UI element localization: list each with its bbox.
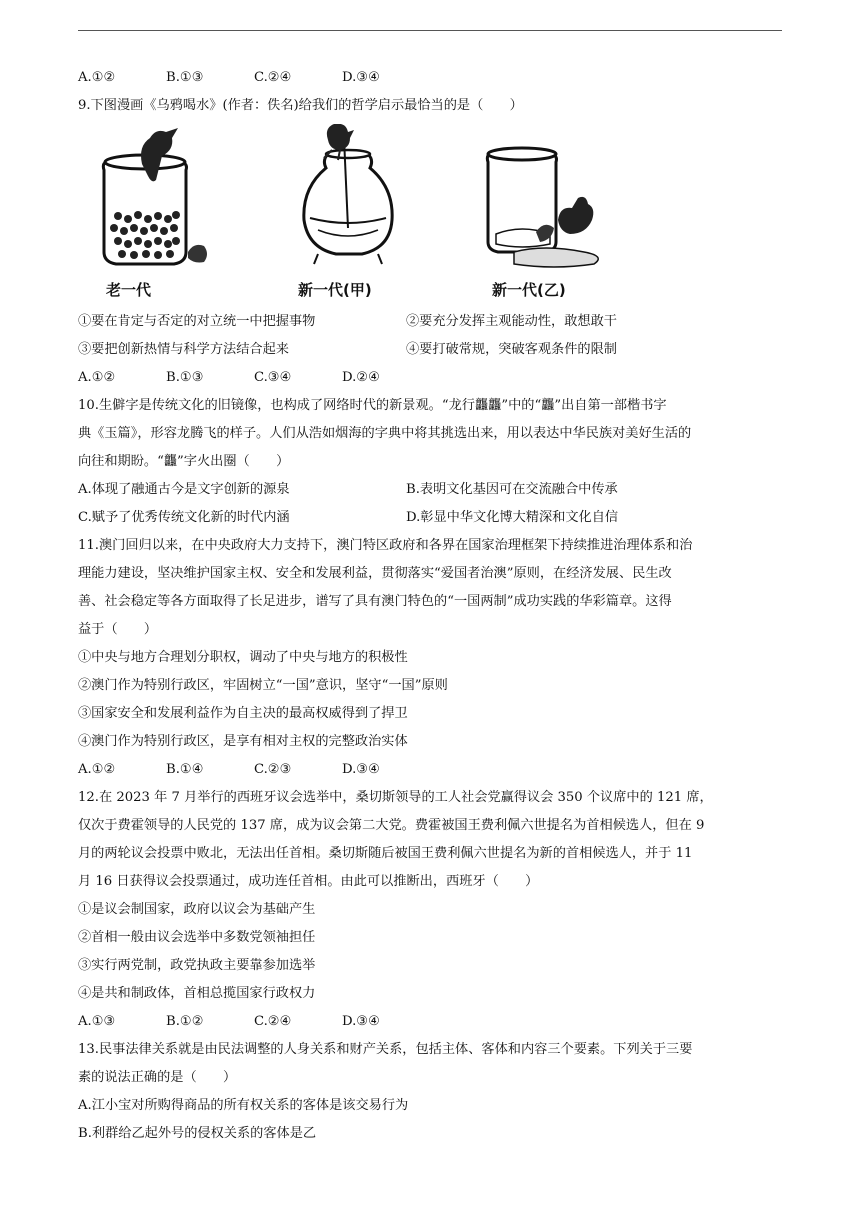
q11-option-c: C.②③ xyxy=(254,762,292,777)
q11-statement-3: ③国家安全和发展利益作为自主决的最高权威得到了捍卫 xyxy=(78,706,408,721)
caption-new-generation-a: 新一代(甲) xyxy=(298,281,372,299)
q9-statement-1: ①要在肯定与否定的对立统一中把握事物 xyxy=(78,314,316,329)
q13-stem-line-1: 13.民事法律关系就是由民法调整的人身关系和财产关系，包括主体、客体和内容三个要素。下列关于三要 xyxy=(78,1042,693,1057)
q8-options xyxy=(78,64,784,92)
q11-stem-line-3: 善、社会稳定等各方面取得了长足进步，谱写了具有澳门特色的“一国两制”成功实践的华彩篇章。这得 xyxy=(78,594,672,609)
q10-stem-line-3: 向往和期盼。“龘”字火出圈（ ） xyxy=(78,454,290,469)
q9-statements-row-1 xyxy=(78,308,784,336)
q12-options xyxy=(78,1008,784,1036)
q12-option-b: B.①② xyxy=(166,1014,204,1029)
q11-option-a: A.①② xyxy=(78,762,116,777)
q8-option-d: D.③④ xyxy=(342,70,380,85)
q9-option-b: B.①③ xyxy=(166,370,204,385)
cartoon-panel-old xyxy=(82,124,212,274)
q10-options-row-1 xyxy=(78,476,784,504)
q12-statement-2: ②首相一般由议会选举中多数党领袖担任 xyxy=(78,930,316,945)
q11-statement-4: ④澳门作为特别行政区，是享有相对主权的完整政治实体 xyxy=(78,734,408,749)
q9-statement-2: ②要充分发挥主观能动性，敢想敢干 xyxy=(406,314,617,329)
q9-statement-4: ④要打破常规，突破客观条件的限制 xyxy=(406,342,617,357)
q9-stem: 9.下图漫画《乌鸦喝水》(作者：佚名)给我们的哲学启示最恰当的是（ ） xyxy=(78,98,523,113)
q10-options-row-2 xyxy=(78,504,784,532)
q11-option-b: B.①④ xyxy=(166,762,204,777)
q13-option-a: A.江小宝对所购得商品的所有权关系的客体是该交易行为 xyxy=(78,1098,409,1113)
q10-option-b: B.表明文化基因可在交流融合中传承 xyxy=(406,482,618,497)
q13-option-b: B.利群给乙起外号的侵权关系的客体是乙 xyxy=(78,1126,317,1141)
q9-option-a: A.①② xyxy=(78,370,116,385)
q8-option-b: B.①③ xyxy=(166,70,204,85)
q12-option-d: D.③④ xyxy=(342,1014,380,1029)
q10-option-c: C.赋予了优秀传统文化新的时代内涵 xyxy=(78,510,290,525)
q9-option-d: D.②④ xyxy=(342,370,380,385)
q10-option-a: A.体现了融通古今是文字创新的源泉 xyxy=(78,482,290,497)
q11-stem-line-1: 11.澳门回归以来，在中央政府大力支持下，澳门特区政府和各界在国家治理框架下持续推进治理体系和治 xyxy=(78,538,693,553)
caption-old-generation: 老一代 xyxy=(106,281,152,299)
q13-stem-line-2: 素的说法正确的是（ ） xyxy=(78,1070,237,1085)
caption-new-generation-b: 新一代(乙) xyxy=(492,281,566,299)
q12-stem-line-3: 月的两轮议会投票中败北，无法出任首相。桑切斯随后被国王费利佩六世提名为新的首相候选人，并于 11 xyxy=(78,846,693,861)
q12-stem-line-4: 月 16 日获得议会投票通过，成功连任首相。由此可以推断出，西班牙（ ） xyxy=(78,874,539,889)
q11-stem-line-4: 益于（ ） xyxy=(78,622,158,637)
q11-stem-line-2: 理能力建设，坚决维护国家主权、安全和发展利益，贯彻落实“爱国者治澳”原则，在经济发展、民生改 xyxy=(78,566,672,581)
q11-statement-2: ②澳门作为特别行政区，牢固树立“一国”意识，坚守“一国”原则 xyxy=(78,678,448,693)
q12-statement-4: ④是共和制政体，首相总揽国家行政权力 xyxy=(78,986,316,1001)
q11-option-d: D.③④ xyxy=(342,762,380,777)
q8-option-c: C.②④ xyxy=(254,70,292,85)
q9-statements-row-2 xyxy=(78,336,784,364)
q11-options xyxy=(78,756,784,784)
q12-option-c: C.②④ xyxy=(254,1014,292,1029)
cartoon-panel-new-b xyxy=(474,124,614,274)
q12-statement-1: ①是议会制国家，政府以议会为基础产生 xyxy=(78,902,316,917)
q9-options xyxy=(78,364,784,392)
q9-statement-3: ③要把创新热情与科学方法结合起来 xyxy=(78,342,289,357)
q12-option-a: A.①③ xyxy=(78,1014,116,1029)
q12-statement-3: ③实行两党制，政党执政主要靠参加选举 xyxy=(78,958,316,973)
q10-stem-line-1: 10.生僻字是传统文化的旧镜像，也构成了网络时代的新景观。“龙行龘龘”中的“龘”出自第一部楷书字 xyxy=(78,398,667,413)
header-rule xyxy=(78,30,782,31)
q12-stem-line-1: 12.在 2023 年 7 月举行的西班牙议会选举中，桑切斯领导的工人社会党赢得议会 350 个议席中的 121 席， xyxy=(78,790,713,805)
q10-stem-line-2: 典《玉篇》，形容龙腾飞的样子。人们从浩如烟海的字典中将其挑选出来，用以表达中华民族对美好生活的 xyxy=(78,426,692,441)
q9-option-c: C.③④ xyxy=(254,370,292,385)
q10-option-d: D.彰显中华文化博大精深和文化自信 xyxy=(406,510,619,525)
q11-statement-1: ①中央与地方合理划分职权，调动了中央与地方的积极性 xyxy=(78,650,408,665)
q9-cartoon xyxy=(78,124,784,308)
q8-option-a: A.①② xyxy=(78,70,116,85)
cartoon-panel-new-a xyxy=(288,124,408,274)
exam-page xyxy=(78,64,784,1148)
q12-stem-line-2: 仅次于费霍领导的人民党的 137 席，成为议会第二大党。费霍被国王费利佩六世提名为首相候选人，但在 9 xyxy=(78,818,705,833)
